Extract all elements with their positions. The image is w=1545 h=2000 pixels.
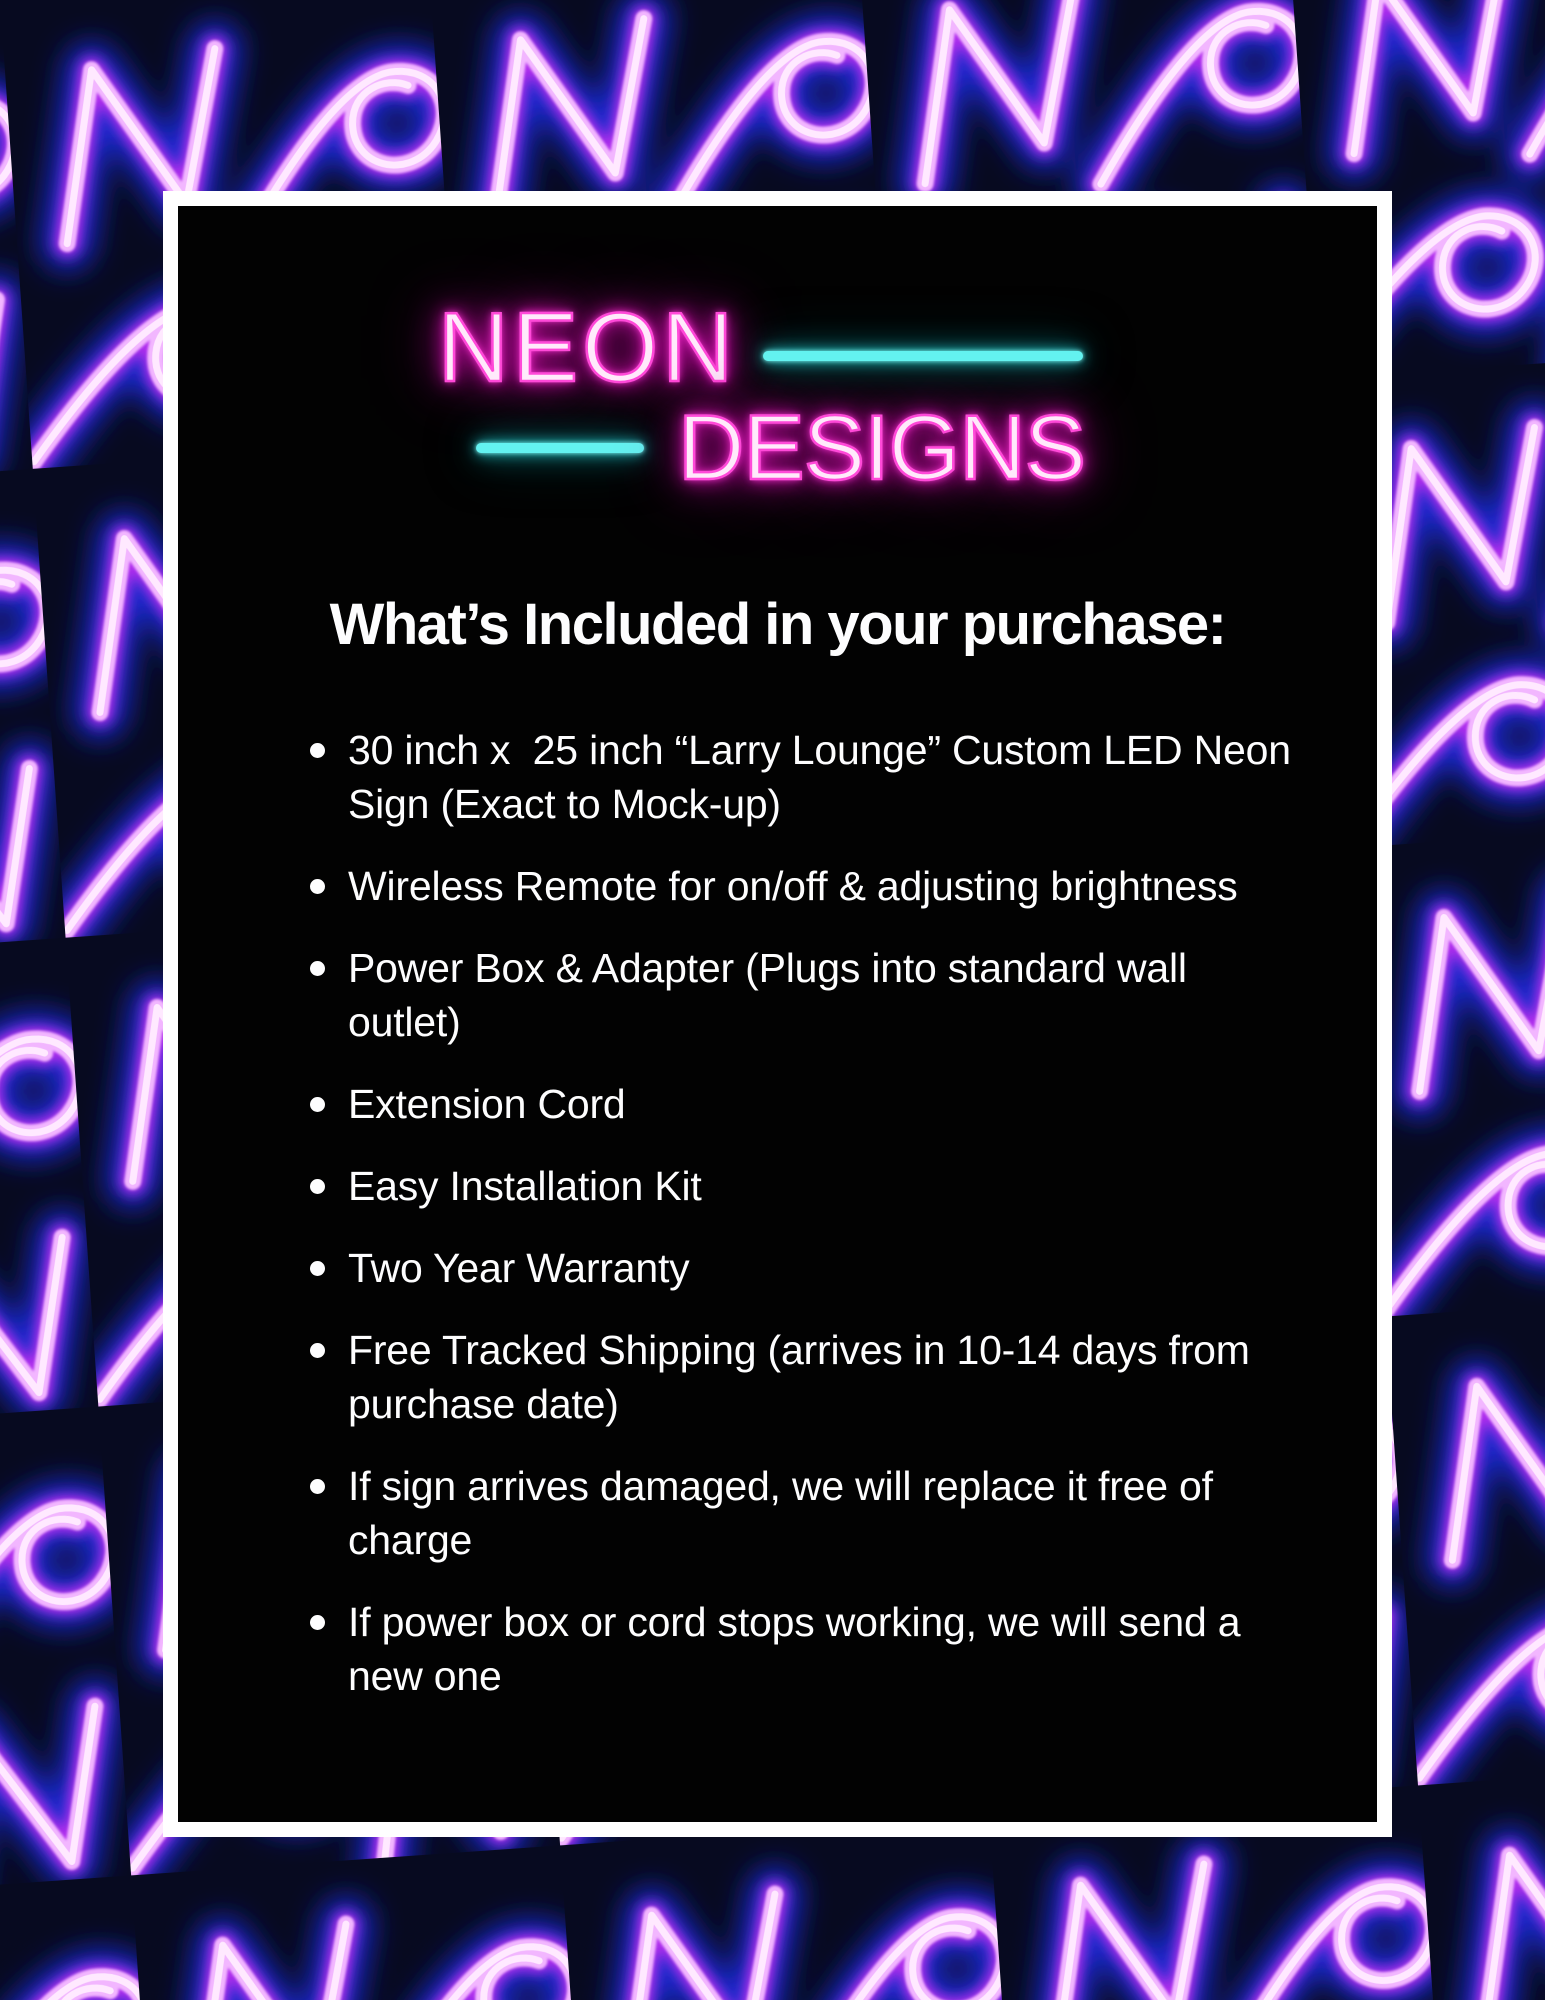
info-card <box>163 191 1392 1837</box>
list-item: Power Box & Adapter (Plugs into standard wall outlet) <box>308 941 1298 1049</box>
logo-row-1 <box>144 292 1377 402</box>
teal-dash-icon-right <box>763 351 1083 361</box>
brand-logo <box>178 292 1377 499</box>
list-item: Two Year Warranty <box>308 1241 1298 1295</box>
included-heading: What’s Included in your purchase: <box>329 592 1226 657</box>
included-list <box>308 723 1303 1731</box>
list-item: 30 inch x 25 inch “Larry Lounge” Custom LED Neon Sign (Exact to Mock-up) <box>308 723 1298 831</box>
list-item: Free Tracked Shipping (arrives in 10-14 days from purchase date) <box>308 1323 1298 1431</box>
logo-word-neon: NEON <box>437 292 738 402</box>
logo-row-2 <box>184 397 1377 499</box>
teal-dash-icon-left <box>476 443 644 453</box>
list-item: If power box or cord stops working, we will send a new one <box>308 1595 1298 1703</box>
list-item: If sign arrives damaged, we will replace it free of charge <box>308 1459 1298 1567</box>
list-item: Extension Cord <box>308 1077 1298 1131</box>
list-item: Easy Installation Kit <box>308 1159 1298 1213</box>
list-item: Wireless Remote for on/off & adjusting brightness <box>308 859 1298 913</box>
logo-word-designs: DESIGNS <box>677 397 1086 499</box>
